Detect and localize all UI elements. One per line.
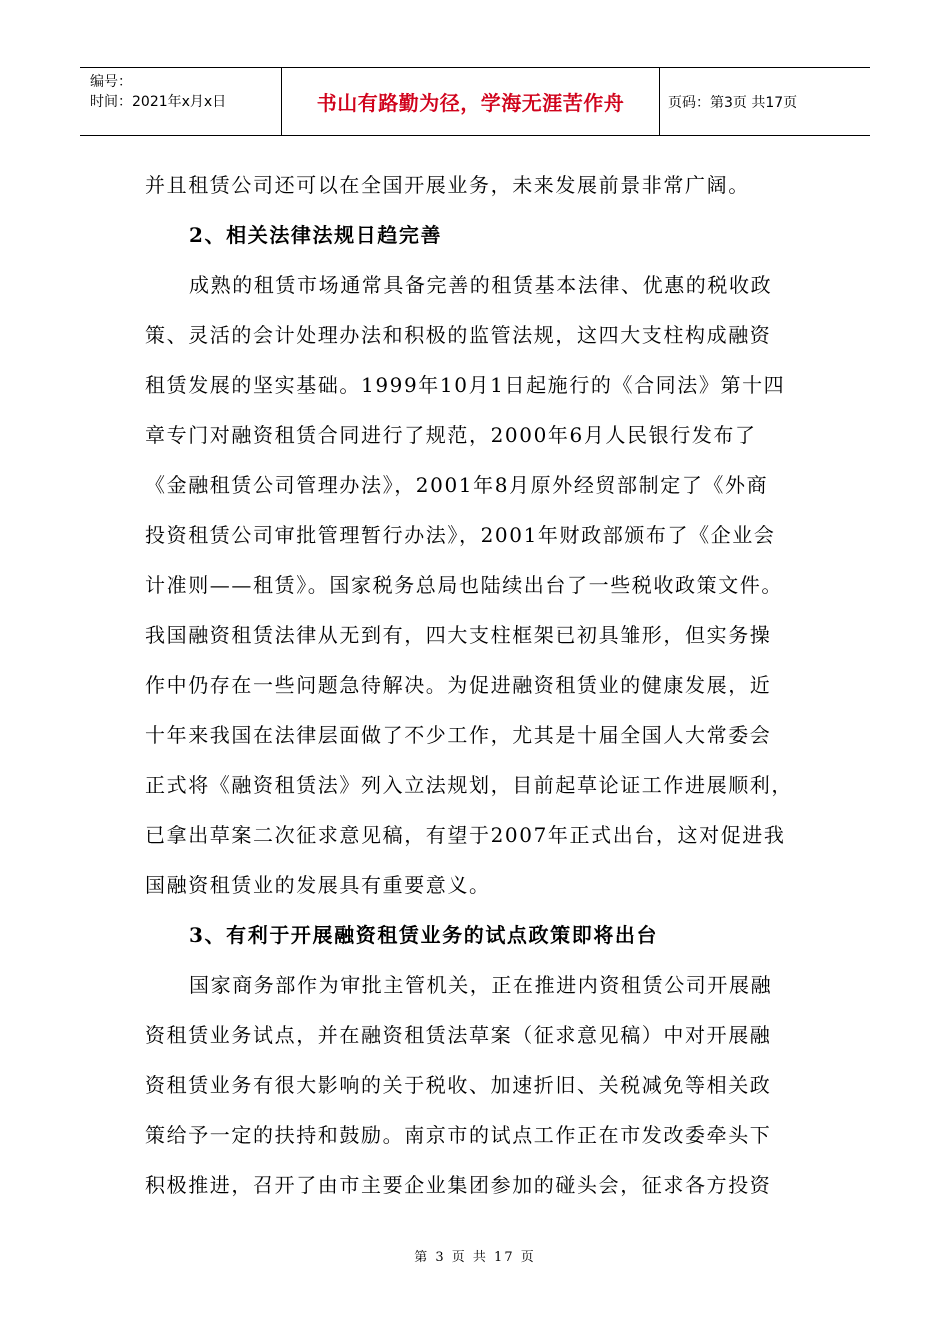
text-line: 已拿出草案二次征求意见稿，有望于2007年正式出台，这对促进我 [145,823,786,847]
header-meta-cell [80,68,282,135]
text-line: 积极推进，召开了由市主要企业集团参加的碰头会，征求各方投资 [145,1173,772,1197]
text-line: 十年来我国在法律层面做了不少工作，尤其是十届全国人大常委会 [145,723,772,747]
text-line: 我国融资租赁法律从无到有，四大支柱框架已初具雏形，但实务操 [145,623,772,647]
text-line: 并且租赁公司还可以在全国开展业务，未来发展前景非常广阔。 [145,173,750,197]
text-line: 《金融租赁公司管理办法》，2001年8月原外经贸部制定了《外商 [145,473,769,497]
date-label: 时间：2021年x月x日 [90,94,227,110]
header-motto: 书山有路勤为径，学海无涯苦作舟 [282,68,660,135]
text-line: 正式将《融资租赁法》列入立法规划，目前起草论证工作进展顺利， [145,773,793,797]
text-line: 国融资租赁业的发展具有重要意义。 [145,873,491,897]
page-footer: 第 3 页 共 17 页 [414,1250,536,1265]
text-line: 策、灵活的会计处理办法和积极的监管法规，这四大支柱构成融资 [145,323,772,347]
text-line: 资租赁业务试点，并在融资租赁法草案（征求意见稿）中对开展融 [145,1023,772,1047]
text-line: 计准则——租赁》。国家税务总局也陆续出台了一些税收政策文件。 [145,573,783,597]
section-heading: 3、有利于开展融资租赁业务的试点政策即将出台 [189,923,659,947]
text-line: 国家商务部作为审批主管机关，正在推进内资租赁公司开展融 [189,973,773,997]
text-line: 策给予一定的扶持和鼓励。南京市的试点工作正在市发改委牵头下 [145,1123,772,1147]
text-line: 成熟的租赁市场通常具备完善的租赁基本法律、优惠的税收政 [189,273,773,297]
text-line: 租赁发展的坚实基础。1999年10月1日起施行的《合同法》第十四 [145,373,786,397]
text-line: 资租赁业务有很大影响的关于税收、加速折旧、关税减免等相关政 [145,1073,772,1097]
text-line: 投资租赁公司审批管理暂行办法》，2001年财政部颁布了《企业会 [145,523,776,547]
page-header [80,67,870,136]
document-body [145,160,805,1210]
section-heading: 2、相关法律法规日趋完善 [189,223,443,247]
text-line: 作中仍存在一些问题急待解决。为促进融资租赁业的健康发展，近 [145,673,772,697]
header-page-info: 页码：第3页 共17页 [668,94,798,111]
text-line: 章专门对融资租赁合同进行了规范，2000年6月人民银行发布了 [145,423,757,447]
serial-number-label: 编号： [90,74,132,90]
